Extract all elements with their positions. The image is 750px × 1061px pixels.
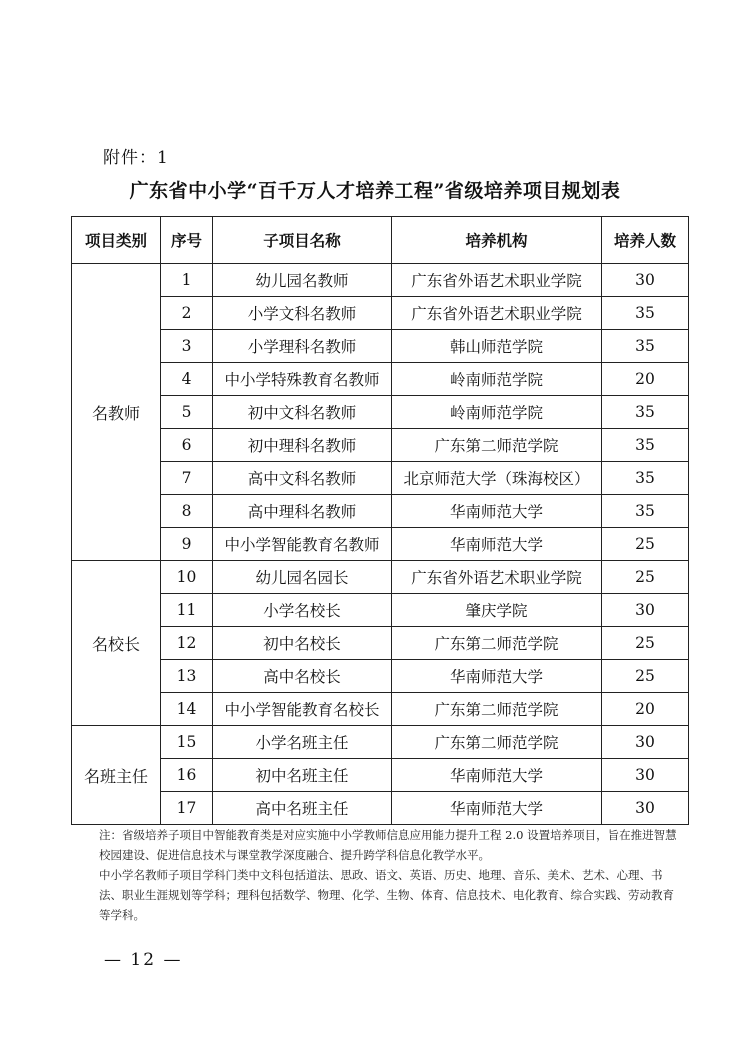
subproject-name: 高中理科名教师	[213, 495, 392, 528]
table-header-row	[72, 217, 689, 264]
trainee-count: 25	[602, 660, 689, 693]
trainee-count: 30	[602, 264, 689, 297]
institution-name: 华南师范大学	[392, 792, 602, 825]
subproject-name: 初中文科名教师	[213, 396, 392, 429]
institution-name: 华南师范大学	[392, 660, 602, 693]
row-number: 5	[161, 396, 213, 429]
trainee-count: 25	[602, 561, 689, 594]
subproject-name: 小学名校长	[213, 594, 392, 627]
table-row	[72, 594, 689, 627]
trainee-count: 20	[602, 693, 689, 726]
table-row	[72, 627, 689, 660]
table-row	[72, 660, 689, 693]
institution-name: 华南师范大学	[392, 495, 602, 528]
trainee-count: 30	[602, 594, 689, 627]
row-number: 6	[161, 429, 213, 462]
subproject-name: 初中名班主任	[213, 759, 392, 792]
trainee-count: 35	[602, 396, 689, 429]
institution-name: 广东第二师范学院	[392, 429, 602, 462]
trainee-count: 35	[602, 330, 689, 363]
category-cell: 名班主任	[72, 726, 161, 825]
trainee-count: 20	[602, 363, 689, 396]
trainee-count: 35	[602, 462, 689, 495]
table-row	[72, 726, 689, 759]
trainee-count: 35	[602, 429, 689, 462]
page-number: — 12 —	[104, 950, 183, 970]
institution-name: 广东省外语艺术职业学院	[392, 561, 602, 594]
row-number: 8	[161, 495, 213, 528]
row-number: 2	[161, 297, 213, 330]
subproject-name: 幼儿园名园长	[213, 561, 392, 594]
trainee-count: 35	[602, 297, 689, 330]
subproject-name: 幼儿园名教师	[213, 264, 392, 297]
table-row	[72, 759, 689, 792]
row-number: 16	[161, 759, 213, 792]
institution-name: 北京师范大学（珠海校区）	[392, 462, 602, 495]
subproject-name: 中小学智能教育名教师	[213, 528, 392, 561]
header-institution: 培养机构	[392, 217, 602, 264]
table-row	[72, 396, 689, 429]
subproject-name: 高中名校长	[213, 660, 392, 693]
row-number: 14	[161, 693, 213, 726]
row-number: 15	[161, 726, 213, 759]
category-cell: 名校长	[72, 561, 161, 726]
institution-name: 广东第二师范学院	[392, 726, 602, 759]
institution-name: 广东省外语艺术职业学院	[392, 264, 602, 297]
row-number: 13	[161, 660, 213, 693]
table-notes	[99, 825, 679, 925]
row-number: 17	[161, 792, 213, 825]
row-number: 1	[161, 264, 213, 297]
trainee-count: 30	[602, 759, 689, 792]
note-paragraph: 中小学名教师子项目学科门类中文科包括道法、思政、语文、英语、历史、地理、音乐、美术、艺术、心理、书法、职业生涯规划等学科；理科包括数学、物理、化学、生物、体育、信息技术、电化教育、综合实践、劳动教育等学科。	[99, 868, 674, 922]
trainee-count: 25	[602, 627, 689, 660]
table-row	[72, 264, 689, 297]
subproject-name: 小学名班主任	[213, 726, 392, 759]
table-row	[72, 495, 689, 528]
trainee-count: 35	[602, 495, 689, 528]
institution-name: 韩山师范学院	[392, 330, 602, 363]
header-count: 培养人数	[602, 217, 689, 264]
trainee-count: 30	[602, 726, 689, 759]
institution-name: 广东省外语艺术职业学院	[392, 297, 602, 330]
attachment-label: 附件：1	[103, 148, 169, 168]
subproject-name: 初中理科名教师	[213, 429, 392, 462]
row-number: 3	[161, 330, 213, 363]
institution-name: 广东第二师范学院	[392, 627, 602, 660]
table-row	[72, 330, 689, 363]
subproject-name: 中小学特殊教育名教师	[213, 363, 392, 396]
subproject-name: 中小学智能教育名校长	[213, 693, 392, 726]
trainee-count: 30	[602, 792, 689, 825]
table-row	[72, 693, 689, 726]
row-number: 12	[161, 627, 213, 660]
subproject-name: 小学理科名教师	[213, 330, 392, 363]
subproject-name: 初中名校长	[213, 627, 392, 660]
institution-name: 肇庆学院	[392, 594, 602, 627]
header-subproject: 子项目名称	[213, 217, 392, 264]
table-row	[72, 297, 689, 330]
row-number: 10	[161, 561, 213, 594]
header-number: 序号	[161, 217, 213, 264]
project-plan-table	[71, 216, 689, 825]
trainee-count: 25	[602, 528, 689, 561]
header-category: 项目类别	[72, 217, 161, 264]
institution-name: 华南师范大学	[392, 528, 602, 561]
table-row	[72, 528, 689, 561]
note-paragraph: 注：省级培养子项目中智能教育类是对应实施中小学教师信息应用能力提升工程 2.0 设置培养项目，旨在推进智慧校园建设、促进信息技术与课堂教学深度融合、提升跨学科信息化教学水平。	[99, 828, 677, 862]
document-title: 广东省中小学“百千万人才培养工程”省级培养项目规划表	[129, 180, 621, 202]
institution-name: 广东第二师范学院	[392, 693, 602, 726]
table-row	[72, 429, 689, 462]
subproject-name: 小学文科名教师	[213, 297, 392, 330]
row-number: 9	[161, 528, 213, 561]
row-number: 11	[161, 594, 213, 627]
institution-name: 岭南师范学院	[392, 363, 602, 396]
table-row	[72, 363, 689, 396]
institution-name: 岭南师范学院	[392, 396, 602, 429]
row-number: 4	[161, 363, 213, 396]
table-row	[72, 792, 689, 825]
table-row	[72, 462, 689, 495]
category-cell: 名教师	[72, 264, 161, 561]
table-row	[72, 561, 689, 594]
subproject-name: 高中名班主任	[213, 792, 392, 825]
row-number: 7	[161, 462, 213, 495]
institution-name: 华南师范大学	[392, 759, 602, 792]
subproject-name: 高中文科名教师	[213, 462, 392, 495]
